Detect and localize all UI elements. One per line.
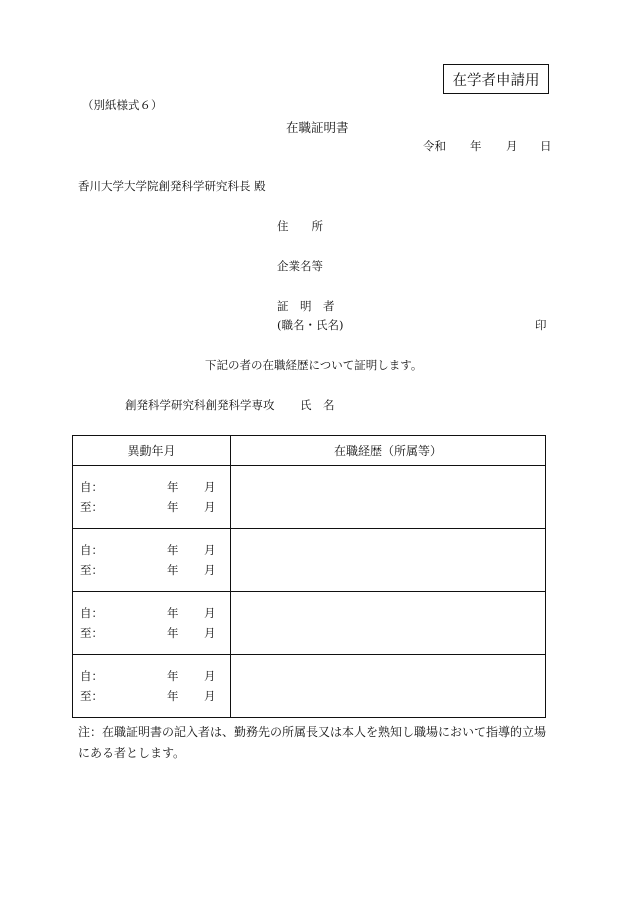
- year-label: 年: [167, 606, 179, 620]
- month-label: 月: [204, 480, 216, 494]
- certifier-label: 証 明 者: [277, 299, 335, 313]
- date-month-label: 月: [506, 139, 518, 153]
- history-cell[interactable]: [231, 592, 546, 655]
- month-label: 月: [204, 606, 216, 620]
- year-label: 年: [167, 563, 179, 577]
- table-row: [73, 592, 546, 655]
- month-label: 月: [204, 626, 216, 640]
- document-title: 在職証明書: [286, 120, 349, 135]
- table-header-row: [73, 436, 546, 466]
- table-row: [73, 466, 546, 529]
- addressee: 香川大学大学院創発科学研究科長 殿: [78, 179, 266, 193]
- from-label: 自：: [80, 606, 103, 620]
- date-year-label: 年: [470, 139, 482, 153]
- history-cell[interactable]: [231, 655, 546, 718]
- table-row: [73, 529, 546, 592]
- header-employment-history: 在職経歴（所属等）: [231, 436, 546, 466]
- period-cell[interactable]: [73, 655, 231, 718]
- period-cell[interactable]: [73, 529, 231, 592]
- month-label: 月: [204, 669, 216, 683]
- student-program: 創発科学研究科創発科学専攻: [125, 398, 275, 412]
- student-name-label: 氏 名: [300, 398, 335, 412]
- to-label: 至：: [80, 500, 103, 514]
- month-label: 月: [204, 500, 216, 514]
- header-transfer-date: 異動年月: [73, 436, 231, 466]
- year-label: 年: [167, 500, 179, 514]
- usage-stamp-label: 在学者申請用: [452, 72, 540, 89]
- month-label: 月: [204, 563, 216, 577]
- year-label: 年: [167, 626, 179, 640]
- certification-statement: 下記の者の在職経歴について証明します。: [205, 358, 423, 372]
- year-label: 年: [167, 480, 179, 494]
- form-number: （別紙様式６）: [82, 98, 163, 112]
- table-row: [73, 655, 546, 718]
- period-cell[interactable]: [73, 592, 231, 655]
- footnote: 注：在職証明書の記入者は、勤務先の所属長又は本人を熟知し職場において指導的立場にある者とします。: [78, 725, 547, 760]
- to-label: 至：: [80, 563, 103, 577]
- from-label: 自：: [80, 480, 103, 494]
- date-era: 令和: [423, 139, 446, 153]
- year-label: 年: [167, 689, 179, 703]
- seal-mark: 印: [535, 318, 547, 332]
- year-label: 年: [167, 669, 179, 683]
- title-name-label: (職名・氏名): [277, 318, 344, 332]
- period-cell[interactable]: [73, 466, 231, 529]
- history-cell[interactable]: [231, 529, 546, 592]
- date-day-label: 日: [540, 139, 552, 153]
- to-label: 至：: [80, 689, 103, 703]
- month-label: 月: [204, 689, 216, 703]
- year-label: 年: [167, 543, 179, 557]
- month-label: 月: [204, 543, 216, 557]
- usage-stamp-box: [443, 64, 549, 94]
- from-label: 自：: [80, 669, 103, 683]
- to-label: 至：: [80, 626, 103, 640]
- employment-history-table: [72, 435, 546, 718]
- company-label: 企業名等: [277, 259, 323, 273]
- from-label: 自：: [80, 543, 103, 557]
- address-label: 住 所: [277, 219, 323, 233]
- history-cell[interactable]: [231, 466, 546, 529]
